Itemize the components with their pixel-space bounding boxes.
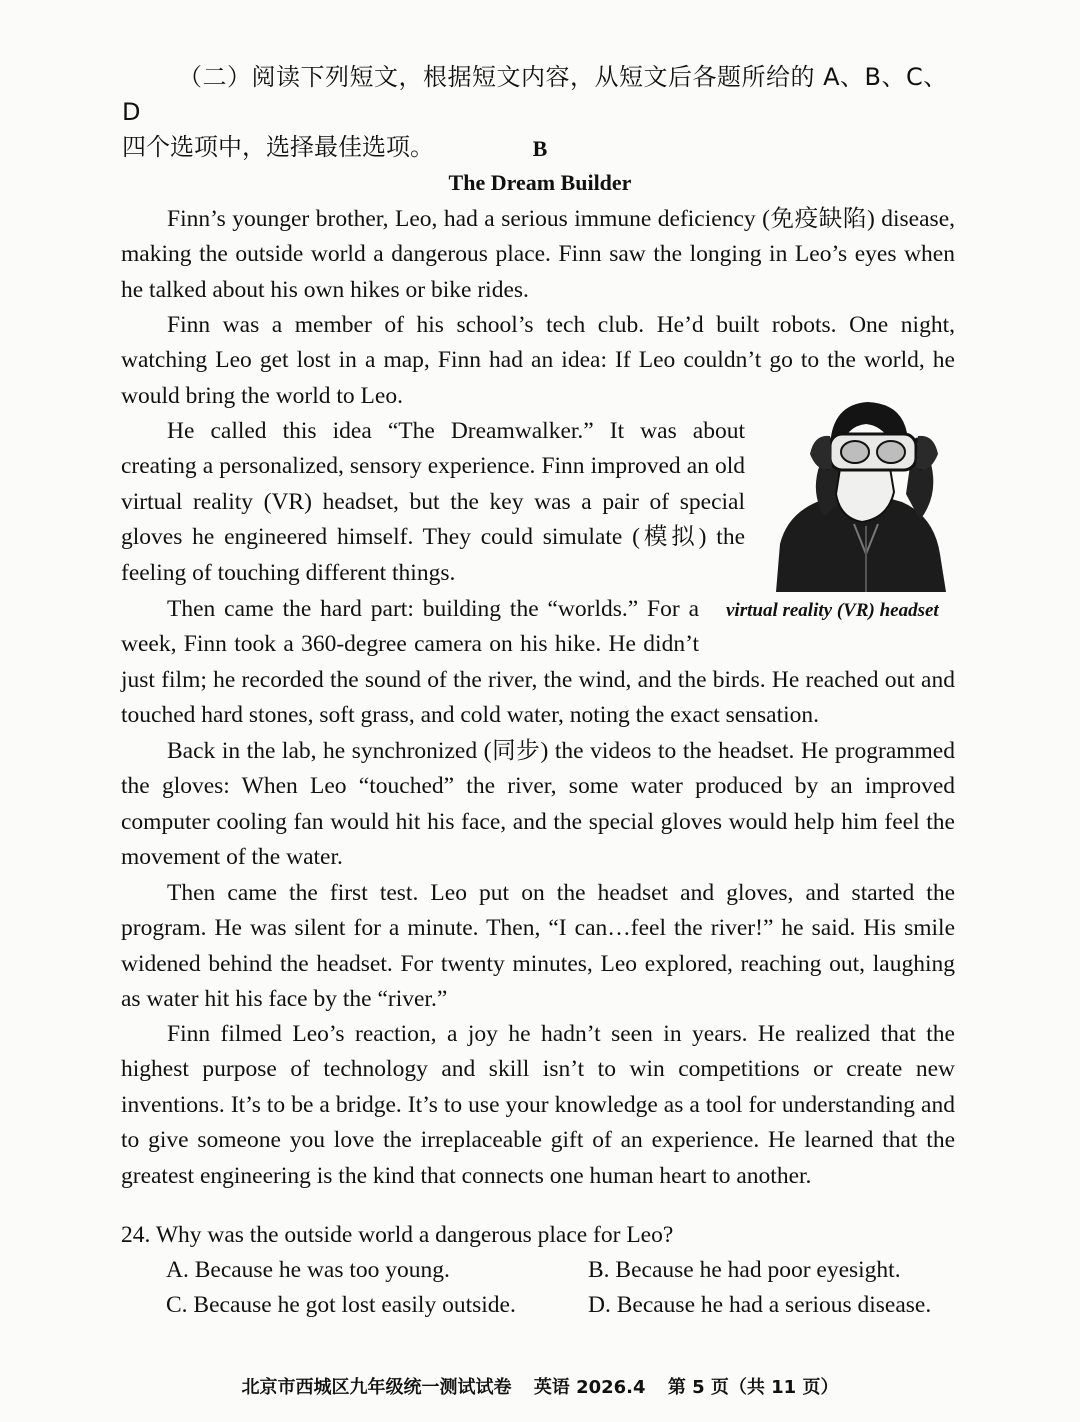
paragraph-5: Back in the lab, he synchronized (同步) the videos to the headset. He programmed the gloves: When Leo “touched” the river, some water produced by an improved computer cooling fan would hit his face, and the special gloves would help him feel the movement of the water. [121,738,955,871]
paragraph-3: He called this idea “The Dreamwalker.” It was about creating a personalized, sensory experience. Finn improved an old virtual reality (VR) headset, but the key was a pair of special gloves he engineered himself. They could simulate (模拟) the feeling of touching different things. [121,418,745,586]
section-letter: B [532,136,548,161]
paragraph-4-lead [121,592,699,663]
instructions-line-1: （二）阅读下列短文，根据短文内容，从短文后各题所给的 A、B、C、D [122,63,948,126]
vr-headset-illustration [770,394,952,592]
instructions-line-2: 四个选项中，选择最佳选项。 [122,133,434,161]
paragraph-4-line-1: Then came the hard part: building the “worlds.” For a [167,596,699,622]
question-24: 24. Why was the outside world a dangerous place for Leo? [121,1222,674,1248]
option-a[interactable]: A. Because he was too young. [166,1257,450,1283]
figure-caption: virtual reality (VR) headset [726,600,939,621]
footer-page-number: 第 5 页（共 11 页） [667,1377,839,1398]
footer-subject: 英语 2026.4 [533,1377,646,1398]
option-c[interactable]: C. Because he got lost easily outside. [166,1292,516,1318]
paragraph-4-line-2: week, Finn took a 360-degree camera on his hike. He didn’t [121,631,699,658]
option-b[interactable]: B. Because he had poor eyesight. [588,1257,901,1283]
footer-exam-name: 北京市西城区九年级统一测试试卷 [241,1377,512,1398]
paragraph-7: Finn filmed Leo’s reaction, a joy he hadn’t seen in years. He realized that the highest purpose of technology and skill isn’t to win competitions or create new inventions. It’s to be a bridge. It’s to use your knowledge as a tool for understanding and to give someone you love the irreplaceable gift of an experience. He learned that the greatest engineering is the kind that connects one human heart to another. [121,1021,955,1189]
page-footer [0,1373,1080,1399]
paragraph-6: Then came the first test. Leo put on the headset and gloves, and started the program. He was silent for a minute. Then, “I can…feel the river!” he said. His smile widened behind the headset. For twenty minutes, Leo explored, reaching out, laughing as water hit his face by the “river.” [121,880,955,1013]
passage-title: The Dream Builder [448,170,632,195]
paragraph-2: Finn was a member of his school’s tech club. He’d built robots. One night, watching Leo get lost in a map, Finn had an idea: If Leo couldn’t go to the world, he would bring the world to Leo. [121,312,955,409]
paragraph-1: Finn’s younger brother, Leo, had a serious immune deficiency (免疫缺陷) disease, making the outside world a dangerous place. Finn saw the longing in Leo’s eyes when he talked about his own hikes or bike rides. [121,206,955,303]
paragraph-4-rest: just film; he recorded the sound of the river, the wind, and the birds. He reached out and touched hard stones, soft grass, and cold water, noting the exact sensation. [121,667,955,729]
option-d[interactable]: D. Because he had a serious disease. [588,1292,932,1318]
